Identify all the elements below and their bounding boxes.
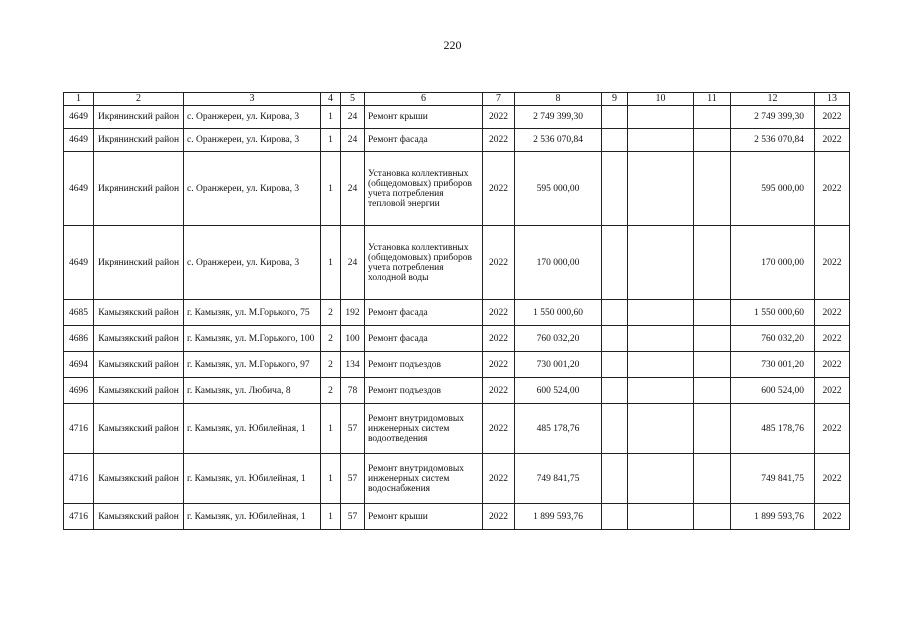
page-number: 220 [443, 38, 462, 52]
completion-year-cell: 2022 [815, 504, 850, 530]
column-11-cell [694, 404, 731, 454]
completion-year-cell: 2022 [815, 129, 850, 152]
table-row [64, 106, 850, 129]
district-cell: Камызякский район [94, 404, 184, 454]
house-id-cell: 4686 [64, 326, 94, 352]
cost-cell: 170 000,00 [515, 226, 602, 300]
work-type-cell: Установка коллективных (общедомовых) приборов учета потребления холодной воды [365, 226, 483, 300]
column-11-cell [694, 504, 731, 530]
cost-cell: 2 536 070,84 [515, 129, 602, 152]
column-9-cell [602, 152, 628, 226]
table-row [64, 378, 850, 404]
column-9-cell [602, 300, 628, 326]
column-4-cell: 2 [321, 378, 341, 404]
column-5-cell: 24 [341, 106, 365, 129]
column-4-cell: 1 [321, 504, 341, 530]
column-10-cell [628, 129, 694, 152]
column-9-cell [602, 106, 628, 129]
total-cost-cell: 1 550 000,60 [731, 300, 815, 326]
column-11-cell [694, 129, 731, 152]
table-row [64, 326, 850, 352]
total-cost-cell: 749 841,75 [731, 454, 815, 504]
cost-cell: 1 899 593,76 [515, 504, 602, 530]
total-cost-cell: 2 749 399,30 [731, 106, 815, 129]
completion-year-cell: 2022 [815, 152, 850, 226]
cost-cell: 760 032,20 [515, 326, 602, 352]
year-cell: 2022 [483, 106, 515, 129]
work-type-cell: Ремонт крыши [365, 504, 483, 530]
column-4-cell: 2 [321, 326, 341, 352]
work-type-cell: Установка коллективных (общедомовых) приборов учета потребления тепловой энергии [365, 152, 483, 226]
cost-cell: 1 550 000,60 [515, 300, 602, 326]
column-number: 5 [341, 93, 365, 106]
column-10-cell [628, 152, 694, 226]
district-cell: Икрянинский район [94, 106, 184, 129]
table-row [64, 504, 850, 530]
column-5-cell: 57 [341, 404, 365, 454]
completion-year-cell: 2022 [815, 454, 850, 504]
district-cell: Икрянинский район [94, 129, 184, 152]
work-type-cell: Ремонт фасада [365, 129, 483, 152]
district-cell: Камызякский район [94, 326, 184, 352]
column-number: 13 [815, 93, 850, 106]
completion-year-cell: 2022 [815, 352, 850, 378]
house-id-cell: 4716 [64, 454, 94, 504]
address-cell: с. Оранжереи, ул. Кирова, 3 [184, 129, 321, 152]
column-11-cell [694, 326, 731, 352]
column-10-cell [628, 378, 694, 404]
column-5-cell: 134 [341, 352, 365, 378]
column-number: 11 [694, 93, 731, 106]
column-number: 10 [628, 93, 694, 106]
column-5-cell: 57 [341, 454, 365, 504]
column-10-cell [628, 226, 694, 300]
total-cost-cell: 1 899 593,76 [731, 504, 815, 530]
address-cell: с. Оранжереи, ул. Кирова, 3 [184, 106, 321, 129]
district-cell: Камызякский район [94, 504, 184, 530]
column-5-cell: 100 [341, 326, 365, 352]
cost-cell: 600 524,00 [515, 378, 602, 404]
completion-year-cell: 2022 [815, 300, 850, 326]
year-cell: 2022 [483, 326, 515, 352]
district-cell: Камызякский район [94, 352, 184, 378]
table-row [64, 454, 850, 504]
address-cell: с. Оранжереи, ул. Кирова, 3 [184, 226, 321, 300]
total-cost-cell: 600 524,00 [731, 378, 815, 404]
column-11-cell [694, 378, 731, 404]
column-9-cell [602, 378, 628, 404]
work-type-cell: Ремонт подъездов [365, 378, 483, 404]
column-9-cell [602, 404, 628, 454]
column-number: 9 [602, 93, 628, 106]
column-10-cell [628, 326, 694, 352]
total-cost-cell: 485 178,76 [731, 404, 815, 454]
cost-cell: 749 841,75 [515, 454, 602, 504]
house-id-cell: 4649 [64, 226, 94, 300]
column-10-cell [628, 404, 694, 454]
column-5-cell: 24 [341, 226, 365, 300]
column-4-cell: 1 [321, 129, 341, 152]
total-cost-cell: 595 000,00 [731, 152, 815, 226]
column-4-cell: 1 [321, 152, 341, 226]
column-9-cell [602, 504, 628, 530]
house-id-cell: 4696 [64, 378, 94, 404]
column-5-cell: 57 [341, 504, 365, 530]
column-11-cell [694, 454, 731, 504]
year-cell: 2022 [483, 378, 515, 404]
house-id-cell: 4649 [64, 129, 94, 152]
address-cell: г. Камызяк, ул. М.Горького, 75 [184, 300, 321, 326]
column-4-cell: 2 [321, 352, 341, 378]
district-cell: Камызякский район [94, 300, 184, 326]
column-number: 1 [64, 93, 94, 106]
completion-year-cell: 2022 [815, 106, 850, 129]
completion-year-cell: 2022 [815, 404, 850, 454]
column-11-cell [694, 300, 731, 326]
work-type-cell: Ремонт внутридомовых инженерных систем водоотведения [365, 404, 483, 454]
year-cell: 2022 [483, 352, 515, 378]
cost-cell: 730 001,20 [515, 352, 602, 378]
table-row [64, 129, 850, 152]
column-9-cell [602, 352, 628, 378]
year-cell: 2022 [483, 226, 515, 300]
year-cell: 2022 [483, 504, 515, 530]
column-number: 2 [94, 93, 184, 106]
column-4-cell: 1 [321, 226, 341, 300]
work-type-cell: Ремонт внутридомовых инженерных систем водоснабжения [365, 454, 483, 504]
column-number-row [64, 93, 850, 106]
house-id-cell: 4694 [64, 352, 94, 378]
district-cell: Икрянинский район [94, 226, 184, 300]
year-cell: 2022 [483, 129, 515, 152]
completion-year-cell: 2022 [815, 378, 850, 404]
house-id-cell: 4716 [64, 504, 94, 530]
year-cell: 2022 [483, 152, 515, 226]
column-11-cell [694, 152, 731, 226]
column-11-cell [694, 352, 731, 378]
column-9-cell [602, 226, 628, 300]
house-id-cell: 4716 [64, 404, 94, 454]
column-number: 4 [321, 93, 341, 106]
house-id-cell: 4685 [64, 300, 94, 326]
column-4-cell: 1 [321, 454, 341, 504]
address-cell: г. Камызяк, ул. М.Горького, 97 [184, 352, 321, 378]
total-cost-cell: 2 536 070,84 [731, 129, 815, 152]
column-4-cell: 1 [321, 106, 341, 129]
address-cell: г. Камызяк, ул. Юбилейная, 1 [184, 454, 321, 504]
address-cell: г. Камызяк, ул. М.Горького, 100 [184, 326, 321, 352]
column-number: 3 [184, 93, 321, 106]
column-number: 7 [483, 93, 515, 106]
address-cell: с. Оранжереи, ул. Кирова, 3 [184, 152, 321, 226]
cost-cell: 595 000,00 [515, 152, 602, 226]
work-type-cell: Ремонт подъездов [365, 352, 483, 378]
column-4-cell: 2 [321, 300, 341, 326]
work-type-cell: Ремонт фасада [365, 326, 483, 352]
column-5-cell: 24 [341, 152, 365, 226]
column-10-cell [628, 300, 694, 326]
year-cell: 2022 [483, 454, 515, 504]
house-id-cell: 4649 [64, 106, 94, 129]
column-9-cell [602, 326, 628, 352]
cost-cell: 2 749 399,30 [515, 106, 602, 129]
district-cell: Камызякский район [94, 454, 184, 504]
year-cell: 2022 [483, 404, 515, 454]
total-cost-cell: 760 032,20 [731, 326, 815, 352]
column-10-cell [628, 504, 694, 530]
year-cell: 2022 [483, 300, 515, 326]
table-row [64, 226, 850, 300]
address-cell: г. Камызяк, ул. Юбилейная, 1 [184, 504, 321, 530]
work-type-cell: Ремонт крыши [365, 106, 483, 129]
column-10-cell [628, 352, 694, 378]
column-10-cell [628, 106, 694, 129]
total-cost-cell: 170 000,00 [731, 226, 815, 300]
table-row [64, 300, 850, 326]
column-5-cell: 78 [341, 378, 365, 404]
house-id-cell: 4649 [64, 152, 94, 226]
cost-cell: 485 178,76 [515, 404, 602, 454]
table-row [64, 404, 850, 454]
table-row [64, 352, 850, 378]
column-10-cell [628, 454, 694, 504]
address-cell: г. Камызяк, ул. Любича, 8 [184, 378, 321, 404]
column-11-cell [694, 106, 731, 129]
column-5-cell: 24 [341, 129, 365, 152]
column-number: 6 [365, 93, 483, 106]
completion-year-cell: 2022 [815, 226, 850, 300]
total-cost-cell: 730 001,20 [731, 352, 815, 378]
column-11-cell [694, 226, 731, 300]
column-number: 12 [731, 93, 815, 106]
district-cell: Камызякский район [94, 378, 184, 404]
address-cell: г. Камызяк, ул. Юбилейная, 1 [184, 404, 321, 454]
district-cell: Икрянинский район [94, 152, 184, 226]
capital-repair-table [63, 92, 850, 530]
completion-year-cell: 2022 [815, 326, 850, 352]
column-5-cell: 192 [341, 300, 365, 326]
column-9-cell [602, 129, 628, 152]
column-4-cell: 1 [321, 404, 341, 454]
table-row [64, 152, 850, 226]
column-9-cell [602, 454, 628, 504]
column-number: 8 [515, 93, 602, 106]
work-type-cell: Ремонт фасада [365, 300, 483, 326]
